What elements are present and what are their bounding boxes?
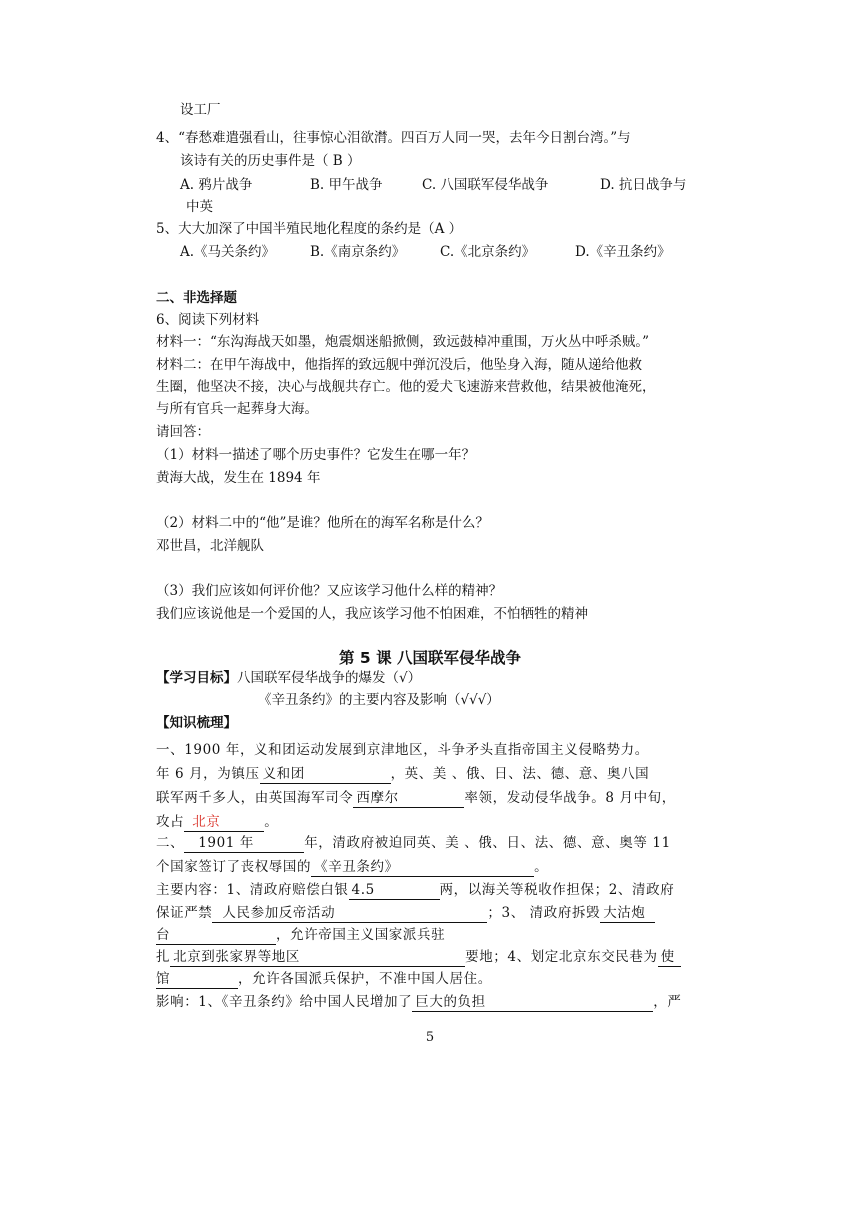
content-line5: [156, 969, 492, 989]
para1-line4: [156, 812, 278, 832]
blank-indemnity: 4.5: [349, 882, 440, 900]
q4-option-d: D. 抗日战争与: [600, 177, 687, 193]
content-text: ；3、 清政府拆毁: [487, 905, 601, 921]
page-number: 5: [425, 1030, 435, 1045]
q5-option-b: B.《南京条约》: [310, 244, 406, 260]
answer-prompt: 请回答：: [156, 424, 210, 440]
material-two-line1: 材料二：在甲午海战中，他指挥的致远舰中弹沉没后，他坠身入海，随从递给他救: [156, 357, 642, 373]
blank-beijing: 北京: [184, 814, 264, 832]
material-two-line2: 生圈，他坚决不接，决心与战舰共存亡。他的爱犬飞速游来营救他，结果被他淹死，: [156, 379, 656, 395]
content-text: 要地；4、划定北京东交民巷为: [465, 949, 658, 965]
q5-option-d: D.《辛丑条约》: [575, 244, 671, 260]
answer-1: 黄海大战，发生在 1894 年: [156, 470, 321, 486]
sub-question-1: （1）材料一描述了哪个历史事件？它发生在哪一年？: [156, 447, 476, 463]
para2-text: 个国家签订了丧权辱国的: [156, 859, 312, 875]
para2-line2: [156, 857, 548, 877]
learning-goals-label: 【学习目标】: [156, 670, 237, 686]
para1-text: 联军两千多人，由英国海军司令: [156, 790, 354, 806]
para1-text: 年 6 月，为镇压: [156, 766, 260, 782]
answer-2: 邓世昌，北洋舰队: [156, 538, 264, 554]
content-text: 扎: [156, 949, 171, 965]
blank-dagu-forts-part1: 大沽炮: [600, 905, 655, 923]
continued-line: 设工厂: [180, 102, 221, 118]
q5-stem: 5、大大加深了中国半殖民地化程度的条约是（A ）: [156, 221, 463, 237]
content-text: 两，以海关等税收作担保；2、清政府: [439, 882, 675, 898]
blank-dagu-forts-part2: 台: [156, 927, 276, 945]
blank-heavy-burden: 巨大的负担: [412, 994, 653, 1012]
content-line4: [156, 947, 681, 967]
blank-boxers: 义和团: [260, 766, 391, 784]
material-two-line3: 与所有官兵一起葬身大海。: [156, 401, 318, 417]
effect-text: 影响：1、《辛丑条约》给中国人民增加了: [156, 994, 413, 1010]
blank-legation-part2: 馆: [156, 971, 238, 989]
sub-question-2: （2）材料二中的“他”是谁？他所在的海军名称是什么？: [156, 515, 489, 531]
section-heading-nonchoice: 二、非选择题: [156, 290, 237, 306]
blank-seymour: 西摩尔: [353, 790, 464, 808]
content-line1: [156, 880, 674, 900]
learning-goals: [156, 668, 421, 688]
learning-goal-2: 《辛丑条约》的主要内容及影响（√√√）: [258, 692, 500, 708]
effect-line1: [156, 992, 681, 1012]
para1-line3: [156, 788, 676, 808]
para1-line2: [156, 764, 649, 784]
knowledge-label: 【知识梳理】: [156, 715, 237, 731]
q5-options: [180, 242, 671, 262]
para2-line1: [156, 833, 671, 853]
lesson-title: 第 5 课 八国联军侵华战争: [339, 649, 521, 667]
blank-garrison-area: 北京到张家界等地区: [170, 949, 465, 967]
q5-option-c: C.《北京条约》: [440, 244, 536, 260]
q6-heading: 6、阅读下列材料: [156, 312, 260, 328]
para1-text: 。: [264, 814, 279, 830]
q4-option-c: C. 八国联军侵华战争: [422, 177, 549, 193]
q4-option-b: B. 甲午战争: [310, 177, 383, 193]
para2-text: 。: [534, 859, 549, 875]
q4-stem-line2: 该诗有关的历史事件是（ B ）: [180, 153, 361, 169]
learning-goal-1: 八国联军侵华战争的爆发（√）: [237, 670, 422, 686]
q4-option-d-continued: 中英: [186, 199, 213, 215]
blank-xinchou-treaty: 《辛丑条约》: [311, 859, 534, 877]
para1-text: 攻占: [156, 814, 185, 830]
content-line3: [156, 925, 445, 945]
content-text: ，允许帝国主义国家派兵驻: [276, 927, 446, 943]
answer-3: 我们应该说他是一个爱国的人，我应该学习他不怕困难，不怕牺牲的精神: [156, 606, 588, 622]
para2-text: 年，清政府被迫同英、美 、俄、日、法、德、意、奥等 11: [304, 835, 671, 851]
para1-text: ，英、美 、俄、日、法、德、意、奥八国: [390, 766, 650, 782]
para1-text: 率领，发动侵华战争。8 月中旬，: [464, 790, 676, 806]
blank-anti-imperial-ban: 人民参加反帝活动: [212, 905, 487, 923]
content-text: 主要内容：1、清政府赔偿白银: [156, 882, 349, 898]
para2-text: 二、: [156, 835, 185, 851]
blank-legation-part1: 使: [658, 949, 681, 967]
sub-question-3: （3）我们应该如何评价他？又应该学习他什么样的精神？: [156, 583, 503, 599]
content-line2: [156, 903, 655, 923]
q4-option-a: A. 鸦片战争: [180, 177, 253, 193]
content-text: 保证严禁: [156, 905, 213, 921]
content-text: ，允许各国派兵保护，不准中国人居住。: [238, 971, 492, 987]
q4-stem-line1: 4、“春愁难遣强看山，往事惊心泪欲潸。四百万人同一哭，去年今日割台湾。”与: [156, 130, 631, 146]
para1-line1: 一、1900 年，义和团运动发展到京津地区，斗争矛头直指帝国主义侵略势力。: [156, 742, 649, 758]
material-one: 材料一：“东沟海战天如墨，炮震烟迷船掀侧，致远鼓棹冲重围，万火丛中呼杀贼。”: [156, 334, 650, 350]
effect-text: ，严: [653, 994, 682, 1010]
blank-year-1901: 1901 年: [184, 835, 304, 853]
q4-options: [180, 175, 686, 195]
q5-option-a: A.《马关条约》: [180, 244, 276, 260]
